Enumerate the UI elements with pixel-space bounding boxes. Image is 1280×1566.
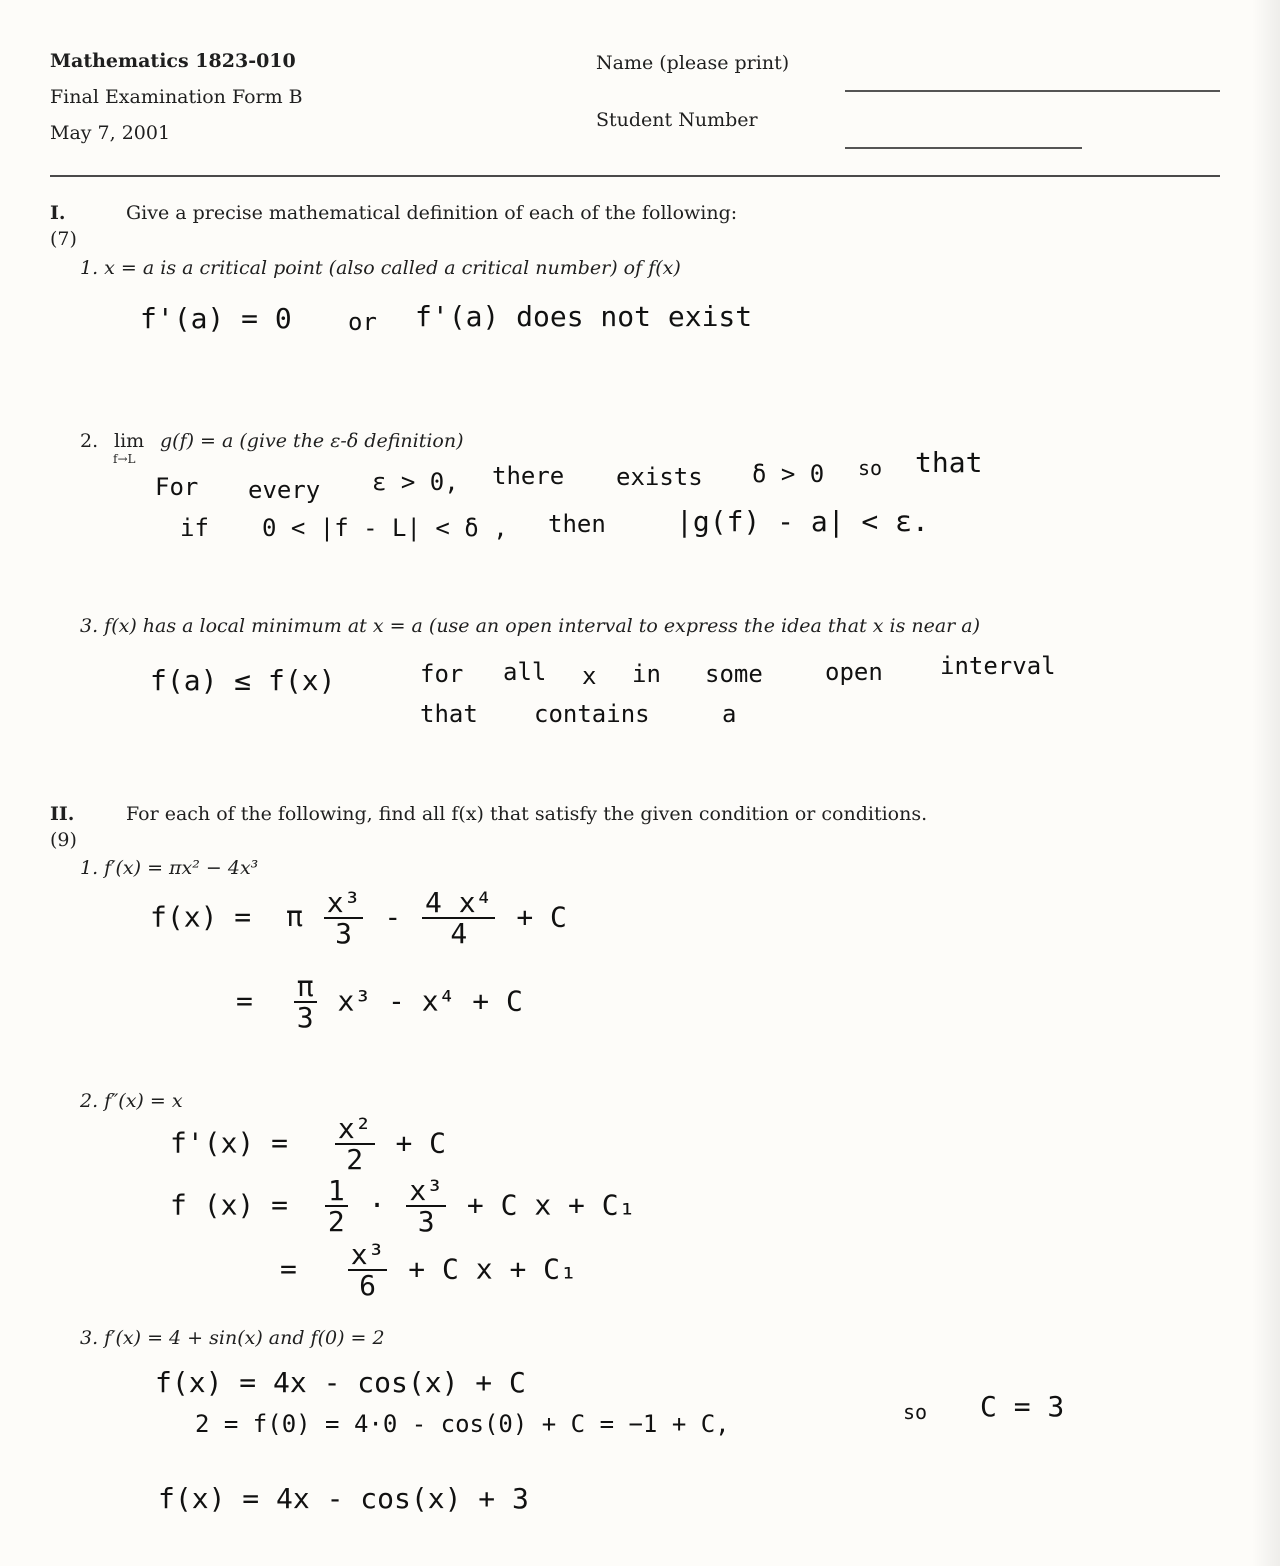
answer-2-1-lhs: f(x) = (150, 900, 252, 934)
answer-2-2-frac2: $\frac{1}{2}$ (325, 1176, 348, 1237)
answer-1-2-w5: exists (616, 463, 703, 491)
question-1-2-number: 2. (80, 430, 99, 452)
answer-1-2-l2w1: if (180, 514, 209, 542)
section-1-instruction: Give a precise mathematical definition of each of the following: (126, 202, 738, 224)
answer-2-3-so: so (903, 1400, 928, 1424)
answer-1-2-w6: δ > 0 (752, 460, 825, 488)
section-2-points: (9) (50, 829, 77, 851)
section-2-numeral: II. (50, 803, 75, 825)
section-1-numeral: I. (50, 202, 66, 224)
answer-1-3-w5: in (632, 660, 661, 688)
question-1-1-prompt: 1. x = a is a critical point (also called a critical number) of f(x) (80, 257, 681, 279)
header-divider (50, 175, 1220, 177)
question-2-3-prompt: 3. f′(x) = 4 + sin(x) and f(0) = 2 (80, 1327, 385, 1349)
answer-1-2-l2w4: |g(f) - a| < ε. (676, 505, 929, 538)
name-field[interactable] (845, 90, 1220, 92)
answer-2-1-tail2: x³ - x⁴ + C (337, 984, 523, 1018)
answer-2-3-line3: f(x) = 4x - cos(x) + 3 (158, 1482, 529, 1515)
answer-2-1-minus: - (384, 900, 402, 934)
answer-2-2-eq3: = (280, 1252, 297, 1286)
answer-1-1-or: or (348, 308, 377, 336)
answer-1-3-w6: some (705, 660, 763, 688)
answer-2-2-lhs1: f'(x) = (170, 1126, 289, 1160)
answer-2-2-frac1: $\frac{\text{x²}}{2}$ (335, 1114, 375, 1175)
answer-2-2-line2 (170, 1176, 635, 1237)
answer-2-2-tail3: + C x + C₁ (408, 1252, 577, 1286)
answer-2-3-line1: f(x) = 4x - cos(x) + C (155, 1366, 526, 1399)
answer-2-2-lhs2: f (x) = (170, 1188, 289, 1222)
answer-1-3-l2w1: that (420, 700, 478, 728)
answer-2-1-line2 (236, 972, 523, 1033)
answer-1-3-w3: all (503, 658, 547, 686)
answer-2-1-frac2: $\frac{\text{4 x⁴}}{4}$ (422, 888, 495, 949)
exam-title: Final Examination Form B (50, 86, 303, 108)
course-title: Mathematics 1823-010 (50, 50, 296, 72)
answer-1-3-w1: f(a) ≤ f(x) (150, 664, 336, 697)
answer-1-3-w8: interval (940, 652, 1056, 680)
answer-2-2-dot: · (368, 1188, 386, 1222)
answer-2-2-tail2: + C x + C₁ (466, 1188, 636, 1222)
answer-2-1-eq: = (236, 984, 253, 1018)
student-number-label: Student Number (596, 109, 758, 131)
answer-1-2-w1: For (155, 473, 199, 501)
answer-2-2-frac4: $\frac{\text{x³}}{6}$ (348, 1240, 388, 1301)
answer-1-1-b: f'(a) does not exist (415, 300, 753, 333)
answer-2-2-line3 (280, 1240, 577, 1301)
answer-1-2-l2w2: 0 < |f - L| < δ , (262, 514, 508, 542)
question-1-2-lim-sub: f→L (113, 452, 136, 466)
section-1-points: (7) (50, 228, 77, 250)
answer-1-3-l2w2: contains (534, 700, 650, 728)
question-1-2-lim: lim (114, 430, 145, 452)
question-2-1-prompt: 1. f′(x) = πx² − 4x³ (80, 857, 259, 879)
question-1-3-prompt: 3. f(x) has a local minimum at x = a (use an open interval to express the idea that x is near a) (80, 615, 981, 637)
answer-2-1-tail: + C (516, 900, 567, 934)
answer-1-1-a: f'(a) = 0 (140, 302, 292, 335)
student-number-field[interactable] (845, 147, 1082, 149)
answer-1-2-w4: there (492, 462, 565, 490)
answer-2-3-c-value: C = 3 (980, 1390, 1065, 1423)
answer-2-1-frac1: $\frac{\text{x³}}{3}$ (324, 888, 364, 949)
exam-date: May 7, 2001 (50, 122, 171, 144)
name-label: Name (please print) (596, 52, 790, 74)
answer-1-2-w8: that (915, 446, 983, 479)
answer-2-2-tail1: + C (395, 1126, 447, 1160)
page-edge-shadow (1252, 0, 1280, 1566)
answer-1-3-w7: open (825, 658, 883, 686)
answer-1-2-l2w3: then (548, 510, 606, 538)
question-1-2-prompt: g(f) = a (give the ε-δ definition) (160, 430, 464, 452)
answer-1-2-w2: every (248, 476, 321, 504)
answer-2-1-pi: π (286, 900, 303, 934)
question-2-2-prompt: 2. f″(x) = x (80, 1090, 183, 1112)
answer-1-3-w4: x (582, 662, 597, 690)
answer-2-1-frac3: $\frac{\pi}{3}$ (294, 972, 317, 1033)
answer-2-3-line2: 2 = f(0) = 4·0 - cos(0) + C = −1 + C, (195, 1410, 730, 1438)
answer-1-2-w7: so (858, 456, 883, 480)
answer-1-3-l2w3: a (722, 700, 737, 728)
answer-1-3-w2: for (420, 660, 464, 688)
answer-2-2-frac3: $\frac{\text{x³}}{3}$ (406, 1176, 446, 1237)
answer-2-1-line1 (150, 888, 567, 949)
answer-2-2-line1 (170, 1114, 446, 1175)
section-2-instruction: For each of the following, find all f(x) that satisfy the given condition or conditions. (126, 803, 928, 825)
answer-1-2-w3: ε > 0, (372, 468, 459, 496)
